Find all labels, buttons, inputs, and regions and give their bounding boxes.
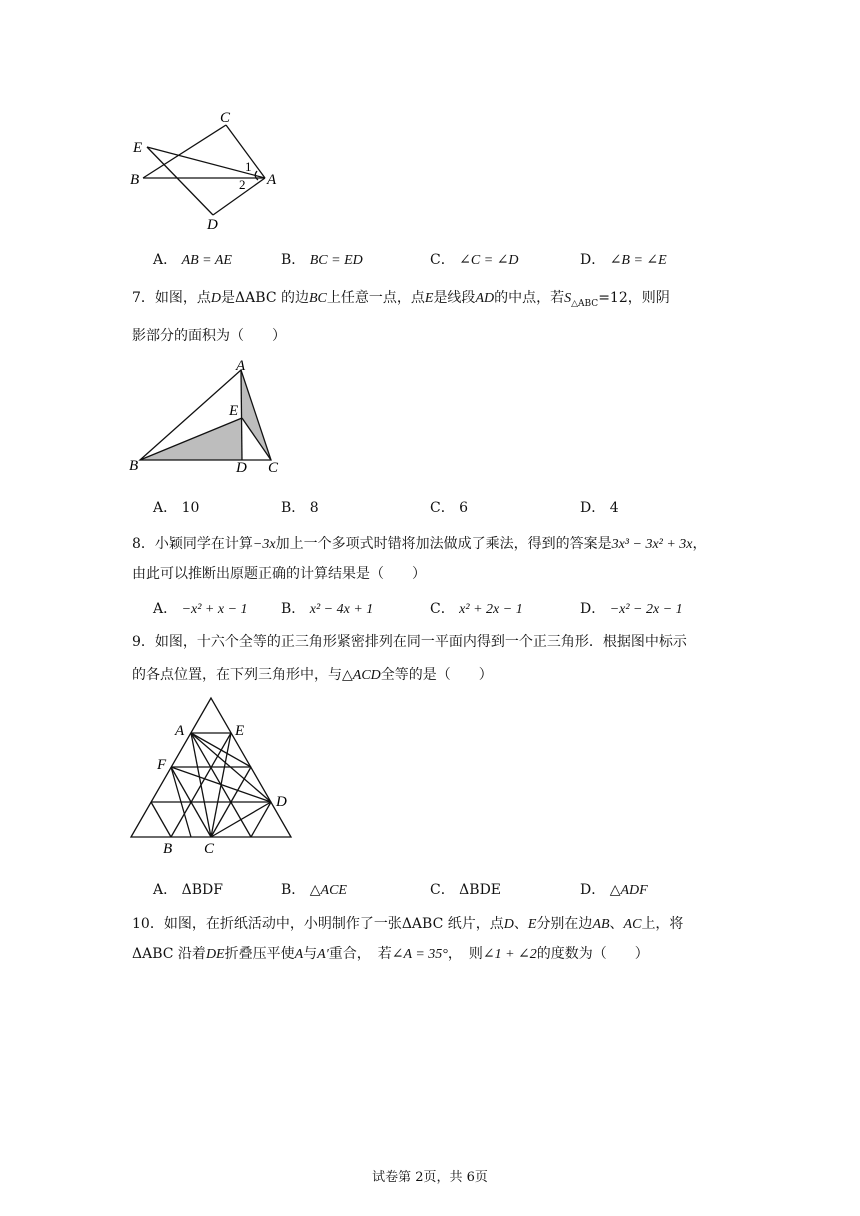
q9-line-1: 9．如图，十六个全等的正三角形紧密排列在同一平面内得到一个正三角形．根据图中标示 bbox=[132, 634, 687, 650]
label-angle-1: 1 bbox=[245, 159, 252, 174]
label-A: A bbox=[267, 172, 277, 188]
figure-q7 bbox=[125, 360, 300, 475]
q8-line-2: 由此可以推断出原题正确的计算结果是（ ） bbox=[132, 566, 426, 582]
q9-option-d[interactable]: D． △ADF bbox=[580, 882, 648, 898]
q8-option-c[interactable]: C． x² + 2x − 1 bbox=[430, 601, 523, 617]
q7-option-a[interactable]: A． 10 bbox=[153, 500, 200, 516]
label-D: D bbox=[207, 217, 218, 233]
figure-q6 bbox=[125, 105, 295, 235]
q7-line-1: 7．如图，点D是ΔABC 的边BC上任意一点，点E是线段AD的中点，若$S_{\triangle ABC}=12$，则阴 bbox=[132, 290, 670, 309]
q7-option-d[interactable]: D． 4 bbox=[580, 500, 619, 516]
q8-option-d[interactable]: D． −x² − 2x − 1 bbox=[580, 601, 683, 617]
label-A: A bbox=[236, 360, 246, 374]
q6-option-b[interactable]: B． BC = ED bbox=[281, 252, 363, 268]
q7-option-c[interactable]: C． 6 bbox=[430, 500, 469, 516]
q6-option-d[interactable]: D． ∠B = ∠E bbox=[580, 252, 667, 268]
q9-option-c[interactable]: C． ΔBDE bbox=[430, 882, 502, 898]
page-footer: 试卷第 2页，共 6页 bbox=[372, 1170, 488, 1185]
label-D: D bbox=[276, 794, 287, 810]
q9-option-a[interactable]: A． ΔBDF bbox=[153, 882, 223, 898]
q6-option-c[interactable]: C． ∠C = ∠D bbox=[430, 252, 519, 268]
q8-option-b[interactable]: B． x² − 4x + 1 bbox=[281, 601, 374, 617]
label-B: B bbox=[129, 458, 139, 474]
q7-line-2: 影部分的面积为（ ） bbox=[132, 328, 286, 344]
label-D: D bbox=[236, 460, 247, 475]
q6-option-a[interactable]: A． AB = AE bbox=[153, 252, 232, 268]
q8-option-a[interactable]: A． −x² + x − 1 bbox=[153, 601, 248, 617]
label-F: F bbox=[157, 757, 167, 773]
label-C: C bbox=[268, 460, 279, 475]
label-angle-2: 2 bbox=[239, 177, 246, 192]
q9-option-b[interactable]: B． △ACE bbox=[281, 882, 347, 898]
figure-q9 bbox=[125, 693, 305, 863]
q10-line-2: ΔABC 沿着DE折叠压平使A与A′重合， 若∠A = 35°， 则∠1 + ∠2的度数为（ ） bbox=[132, 946, 649, 962]
label-E: E bbox=[229, 403, 239, 419]
label-E: E bbox=[235, 723, 245, 739]
label-E: E bbox=[133, 140, 143, 156]
label-A: A bbox=[175, 723, 185, 739]
label-B: B bbox=[130, 172, 140, 188]
q7-option-b[interactable]: B． 8 bbox=[281, 500, 319, 516]
q9-line-2: 的各点位置，在下列三角形中，与△ACD全等的是（ ） bbox=[132, 667, 493, 683]
label-B: B bbox=[163, 841, 173, 857]
label-C: C bbox=[204, 841, 215, 857]
label-C: C bbox=[220, 110, 231, 126]
q10-line-1: 10．如图，在折纸活动中，小明制作了一张ΔABC 纸片，点D、E分别在边AB、AC上，将 bbox=[132, 916, 684, 932]
q8-line-1: 8．小颖同学在计算−3x加上一个多项式时错将加法做成了乘法，得到的答案是3x³ − 3x² + 3x， bbox=[132, 536, 707, 552]
